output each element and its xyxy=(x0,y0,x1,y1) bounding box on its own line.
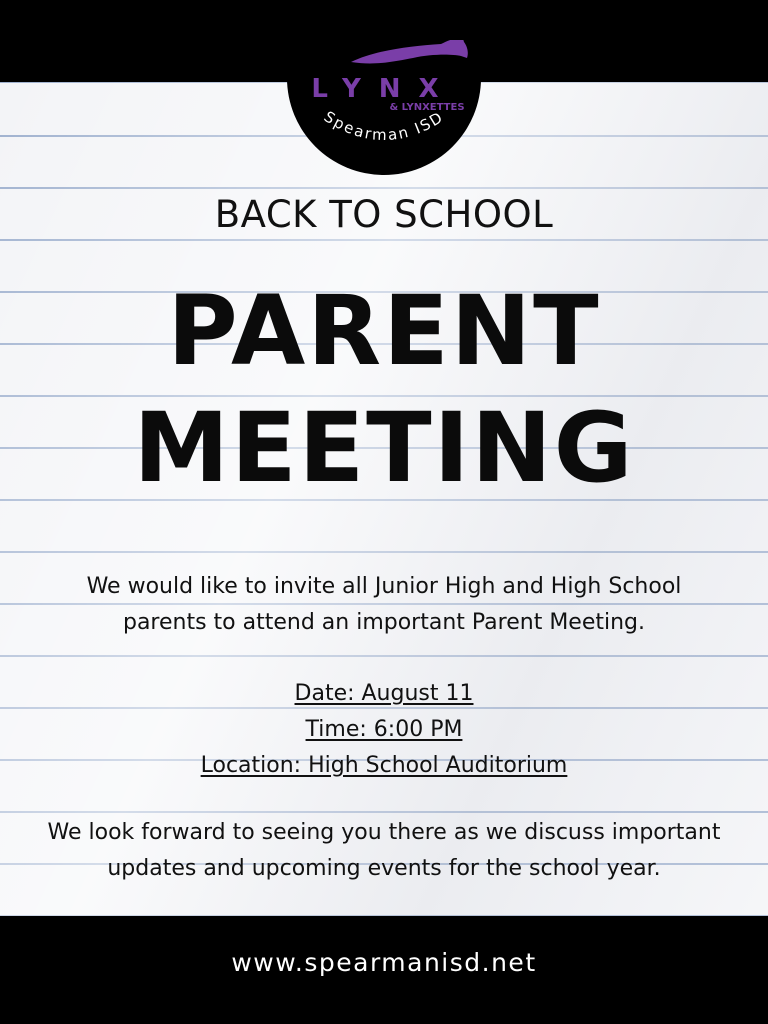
closing-line: We look forward to seeing you there as we discuss important xyxy=(47,820,721,845)
time-detail: Time: 6:00 PM xyxy=(305,717,463,742)
closing-paragraph xyxy=(0,815,768,887)
invite-line: We would like to invite all Junior High and High School xyxy=(86,574,682,599)
website-link[interactable]: www.spearmanisd.net xyxy=(231,948,537,977)
invite-line: parents to attend an important Parent Meeting. xyxy=(122,610,646,635)
date-detail: Date: August 11 xyxy=(294,681,474,706)
lynx-logo xyxy=(281,40,487,176)
closing-line: updates and upcoming events for the school year. xyxy=(107,856,661,881)
title-line-parent: PARENT xyxy=(167,275,601,387)
location-detail: Location: High School Auditorium xyxy=(200,753,568,778)
title-line-meeting: MEETING xyxy=(133,392,635,504)
logo-main-text: LYNX xyxy=(311,74,457,104)
invite-paragraph xyxy=(0,569,768,641)
logo-district-text: Spearman ISD xyxy=(320,107,448,145)
logo-sub-text: & LYNXETTES xyxy=(389,102,465,113)
kicker-heading: BACK TO SCHOOL xyxy=(214,193,554,236)
meeting-details xyxy=(0,676,768,784)
